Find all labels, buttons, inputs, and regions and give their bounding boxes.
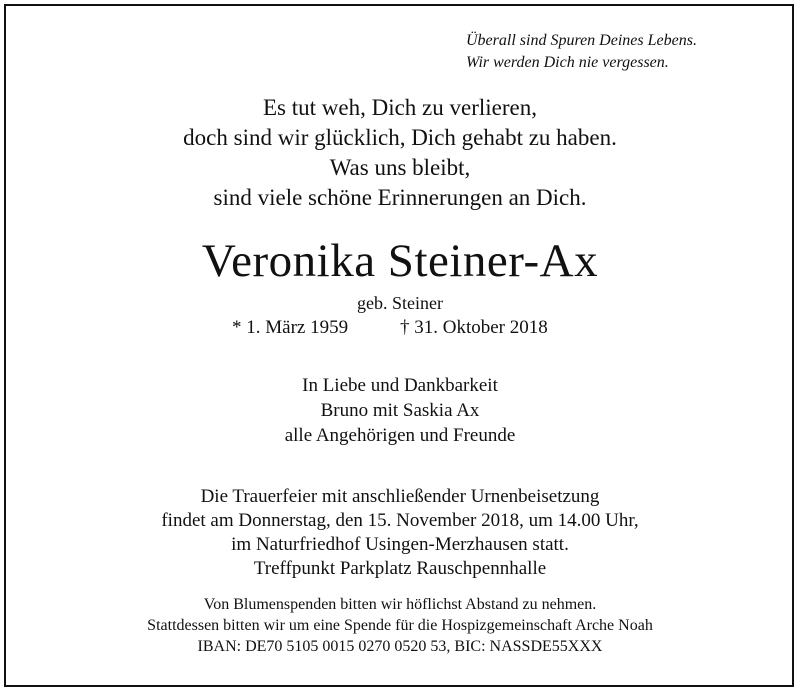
donation-info: [0, 594, 800, 657]
poem: [0, 93, 800, 213]
mourners: [0, 373, 800, 448]
service-line-1: Die Trauerfeier mit anschließender Urnenbeisetzung: [200, 486, 600, 507]
funeral-service-info: [0, 485, 800, 581]
mourners-line-2: Bruno mit Saskia Ax: [320, 400, 480, 421]
service-line-3: im Naturfriedhof Usingen-Merzhausen statt.: [231, 534, 569, 555]
donation-line-1: Von Blumenspenden bitten wir höflichst Abstand zu nehmen.: [203, 596, 597, 613]
poem-line-2: doch sind wir glücklich, Dich gehabt zu haben.: [183, 125, 617, 150]
born-name: geb. Steiner: [357, 293, 443, 313]
bank-details: IBAN: DE70 5105 0015 0270 0520 53, BIC: NASSDE55XXX: [197, 638, 603, 655]
poem-line-3: Was uns bleibt,: [329, 155, 471, 180]
mourners-line-1: In Liebe und Dankbarkeit: [302, 375, 498, 396]
motto: [466, 30, 786, 74]
donation-line-2: Stattdessen bitten wir um eine Spende für die Hospizgemeinschaft Arche Noah: [147, 617, 653, 634]
motto-line-1: Überall sind Spuren Deines Lebens.: [466, 32, 697, 49]
death-date: † 31. Oktober 2018: [400, 317, 548, 338]
service-line-2: findet am Donnerstag, den 15. November 2018, um 14.00 Uhr,: [161, 510, 639, 531]
poem-line-1: Es tut weh, Dich zu verlieren,: [263, 95, 537, 120]
birth-date: * 1. März 1959: [232, 317, 349, 338]
deceased-name: Veronika Steiner-Ax: [201, 235, 599, 287]
poem-line-4: sind viele schöne Erinnerungen an Dich.: [213, 185, 587, 210]
mourners-line-3: alle Angehörigen und Freunde: [284, 425, 516, 446]
motto-line-2: Wir werden Dich nie vergessen.: [466, 54, 669, 71]
service-line-4: Treffpunkt Parkplatz Rauschpennhalle: [253, 558, 547, 579]
